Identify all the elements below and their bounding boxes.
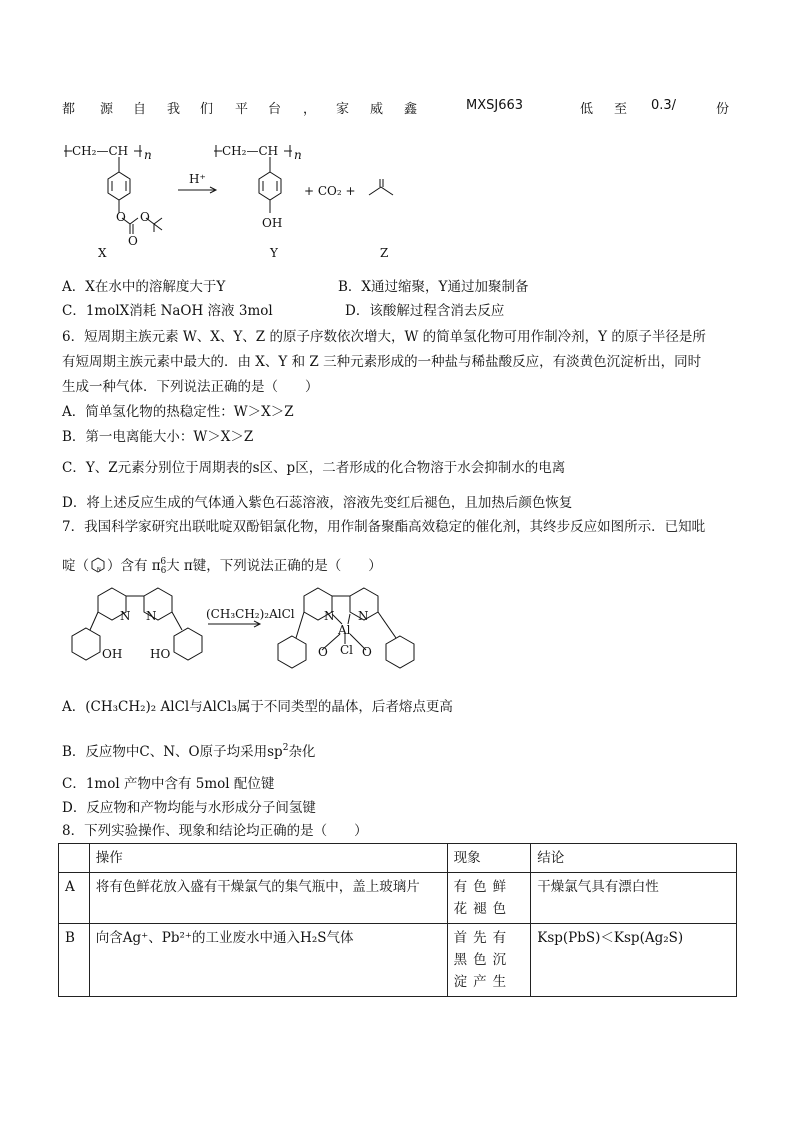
q5-option-a: A．X在水中的溶解度大于Y xyxy=(62,279,226,295)
q5-reaction-figure xyxy=(58,135,438,265)
row-operation: 向含Ag⁺、Pb²⁺的工业废水中通入H₂S气体 xyxy=(89,924,447,997)
q7-stem-line1: 7．我国科学家研究出联吡啶双酚铝氯化物，用作制备聚酯高效稳定的催化剂，其终步反应如图所示．已知吡 xyxy=(62,519,706,535)
q7-pi-sub: 6 xyxy=(160,566,167,576)
svg-text:O: O xyxy=(140,210,150,224)
atom-oh: OH xyxy=(102,647,123,661)
y-n: n xyxy=(294,148,302,162)
q7-reaction-figure xyxy=(60,580,440,680)
header-char: 们 xyxy=(200,102,214,117)
atom-al: Al xyxy=(338,623,351,637)
q7-stem2-end: 大 π键，下列说法正确的是（ ） xyxy=(166,558,382,574)
q7-a-prefix: A． xyxy=(62,699,86,715)
header-char: 我 xyxy=(167,102,181,117)
svg-text:O: O xyxy=(128,234,138,248)
q7-a-post: 属于不同类型的晶体，后者熔点更高 xyxy=(236,699,453,715)
q7-a-formula: (CH₃CH₂)₂ AlCl xyxy=(85,699,190,715)
q7-a-formula2: AlCl₃ xyxy=(202,699,237,715)
table-header: 操作 xyxy=(89,844,447,873)
q5-option-c: C．1molX消耗 NaOH 溶液 3mol xyxy=(62,303,273,319)
q7-pi-sup: 6 xyxy=(160,557,167,567)
table-header-row xyxy=(59,844,737,873)
svg-text:N: N xyxy=(97,567,101,573)
row-id: B xyxy=(59,924,90,997)
q7-option-a xyxy=(62,697,453,717)
svg-text:O: O xyxy=(116,210,126,224)
pyridine-icon xyxy=(89,556,107,574)
atom-o: O xyxy=(362,645,372,659)
header-char: 自 xyxy=(133,102,147,117)
row-conclusion: Ksp(PbS)＜Ksp(Ag₂S) xyxy=(531,924,737,997)
q7-option-c: C．1mol 产物中含有 5mol 配位键 xyxy=(62,776,275,792)
q8-stem: 8．下列实验操作、现象和结论均正确的是（ ） xyxy=(62,823,368,839)
q6-stem-line3: 生成一种气体．下列说法正确的是（ ） xyxy=(62,379,319,395)
label-z: Z xyxy=(380,246,389,260)
table-row xyxy=(59,873,737,924)
q7-b-prefix: B．反应物中C、N、O原子均采用sp xyxy=(62,744,283,760)
reagent-label: (CH₃CH₂)₂AlCl xyxy=(206,607,295,621)
table-header xyxy=(59,844,90,873)
header-char: 份 xyxy=(716,102,730,117)
arrow-label: H⁺ xyxy=(189,172,206,186)
atom-n: N xyxy=(358,609,369,623)
q7-option-d: D．反应物和产物均能与水形成分子间氢键 xyxy=(62,800,316,816)
header-char: 平 xyxy=(235,102,249,117)
atom-cl: Cl xyxy=(340,643,354,657)
row-id: A xyxy=(59,873,90,924)
table-header: 结论 xyxy=(531,844,737,873)
label-x: X xyxy=(98,246,107,260)
row-phenomenon: 首先有黑色沉淀产生 xyxy=(447,924,531,997)
y-polymer-unit: CH₂—CH xyxy=(222,144,279,158)
x-n: n xyxy=(144,148,152,162)
label-y: Y xyxy=(270,246,278,260)
q5-option-b: B．X通过缩聚，Y通过加聚制备 xyxy=(338,279,529,295)
header-char: 0.3/ xyxy=(651,98,677,113)
q6-option-d: D．将上述反应生成的气体通入紫色石蕊溶液，溶液先变红后褪色，且加热后颜色恢复 xyxy=(62,495,573,511)
header-char: 台 xyxy=(268,102,282,117)
row-phenomenon: 有色鲜花褪色 xyxy=(447,873,531,924)
q5-option-d: D．该酸解过程含消去反应 xyxy=(345,303,505,319)
atom-n: N xyxy=(324,609,335,623)
q7-option-b xyxy=(62,738,315,762)
q7-stem-line2 xyxy=(62,552,382,581)
q8-table xyxy=(58,843,737,997)
x-polymer-unit: CH₂—CH xyxy=(72,144,129,158)
q6-stem-line2: 有短周期主族元素中最大的．由 X、Y 和 Z 三种元素形成的一种盐与稀盐酸反应，有淡黄色沉淀析出，同时 xyxy=(62,354,702,370)
atom-n: N xyxy=(146,609,157,623)
header-char: 至 xyxy=(614,102,628,117)
atom-o: O xyxy=(318,645,328,659)
row-operation: 将有色鲜花放入盛有干燥氯气的集气瓶中，盖上玻璃片 xyxy=(89,873,447,924)
q6-option-c: C．Y、Z元素分别位于周期表的s区、p区，二者形成的化合物溶于水会抑制水的电离 xyxy=(62,460,566,476)
header-char: 威 xyxy=(370,102,384,117)
q7-stem2-pre: 啶（ xyxy=(62,558,89,574)
q7-b-post: 杂化 xyxy=(288,744,316,760)
row-conclusion: 干燥氯气具有漂白性 xyxy=(531,873,737,924)
q7-a-mid: 与 xyxy=(189,699,203,715)
co2-plus: + CO₂ + xyxy=(304,184,356,198)
y-oh: OH xyxy=(262,216,283,230)
header-char: 都 xyxy=(62,102,76,117)
header-char: 源 xyxy=(100,102,114,117)
table-header: 现象 xyxy=(447,844,531,873)
q7-stem2-post: ）含有 π xyxy=(107,558,161,574)
q6-option-b: B．第一电离能大小：W＞X＞Z xyxy=(62,429,254,445)
q6-option-a: A．简单氢化物的热稳定性：W＞X＞Z xyxy=(62,404,294,420)
header-char: 家 xyxy=(336,102,350,117)
atom-ho: HO xyxy=(150,647,171,661)
q6-stem-line1: 6．短周期主族元素 W、X、Y、Z 的原子序数依次增大，W 的简单氢化物可用作制冷剂，Y 的原子半径是所 xyxy=(62,329,706,345)
header-char: 鑫 xyxy=(404,102,418,117)
header-char: 低 xyxy=(580,102,594,117)
q7-b-sup: 2 xyxy=(282,743,289,753)
header-code: MXSJ663 xyxy=(466,98,524,113)
atom-n: N xyxy=(120,609,131,623)
header-char: ， xyxy=(303,102,317,117)
table-row xyxy=(59,924,737,997)
